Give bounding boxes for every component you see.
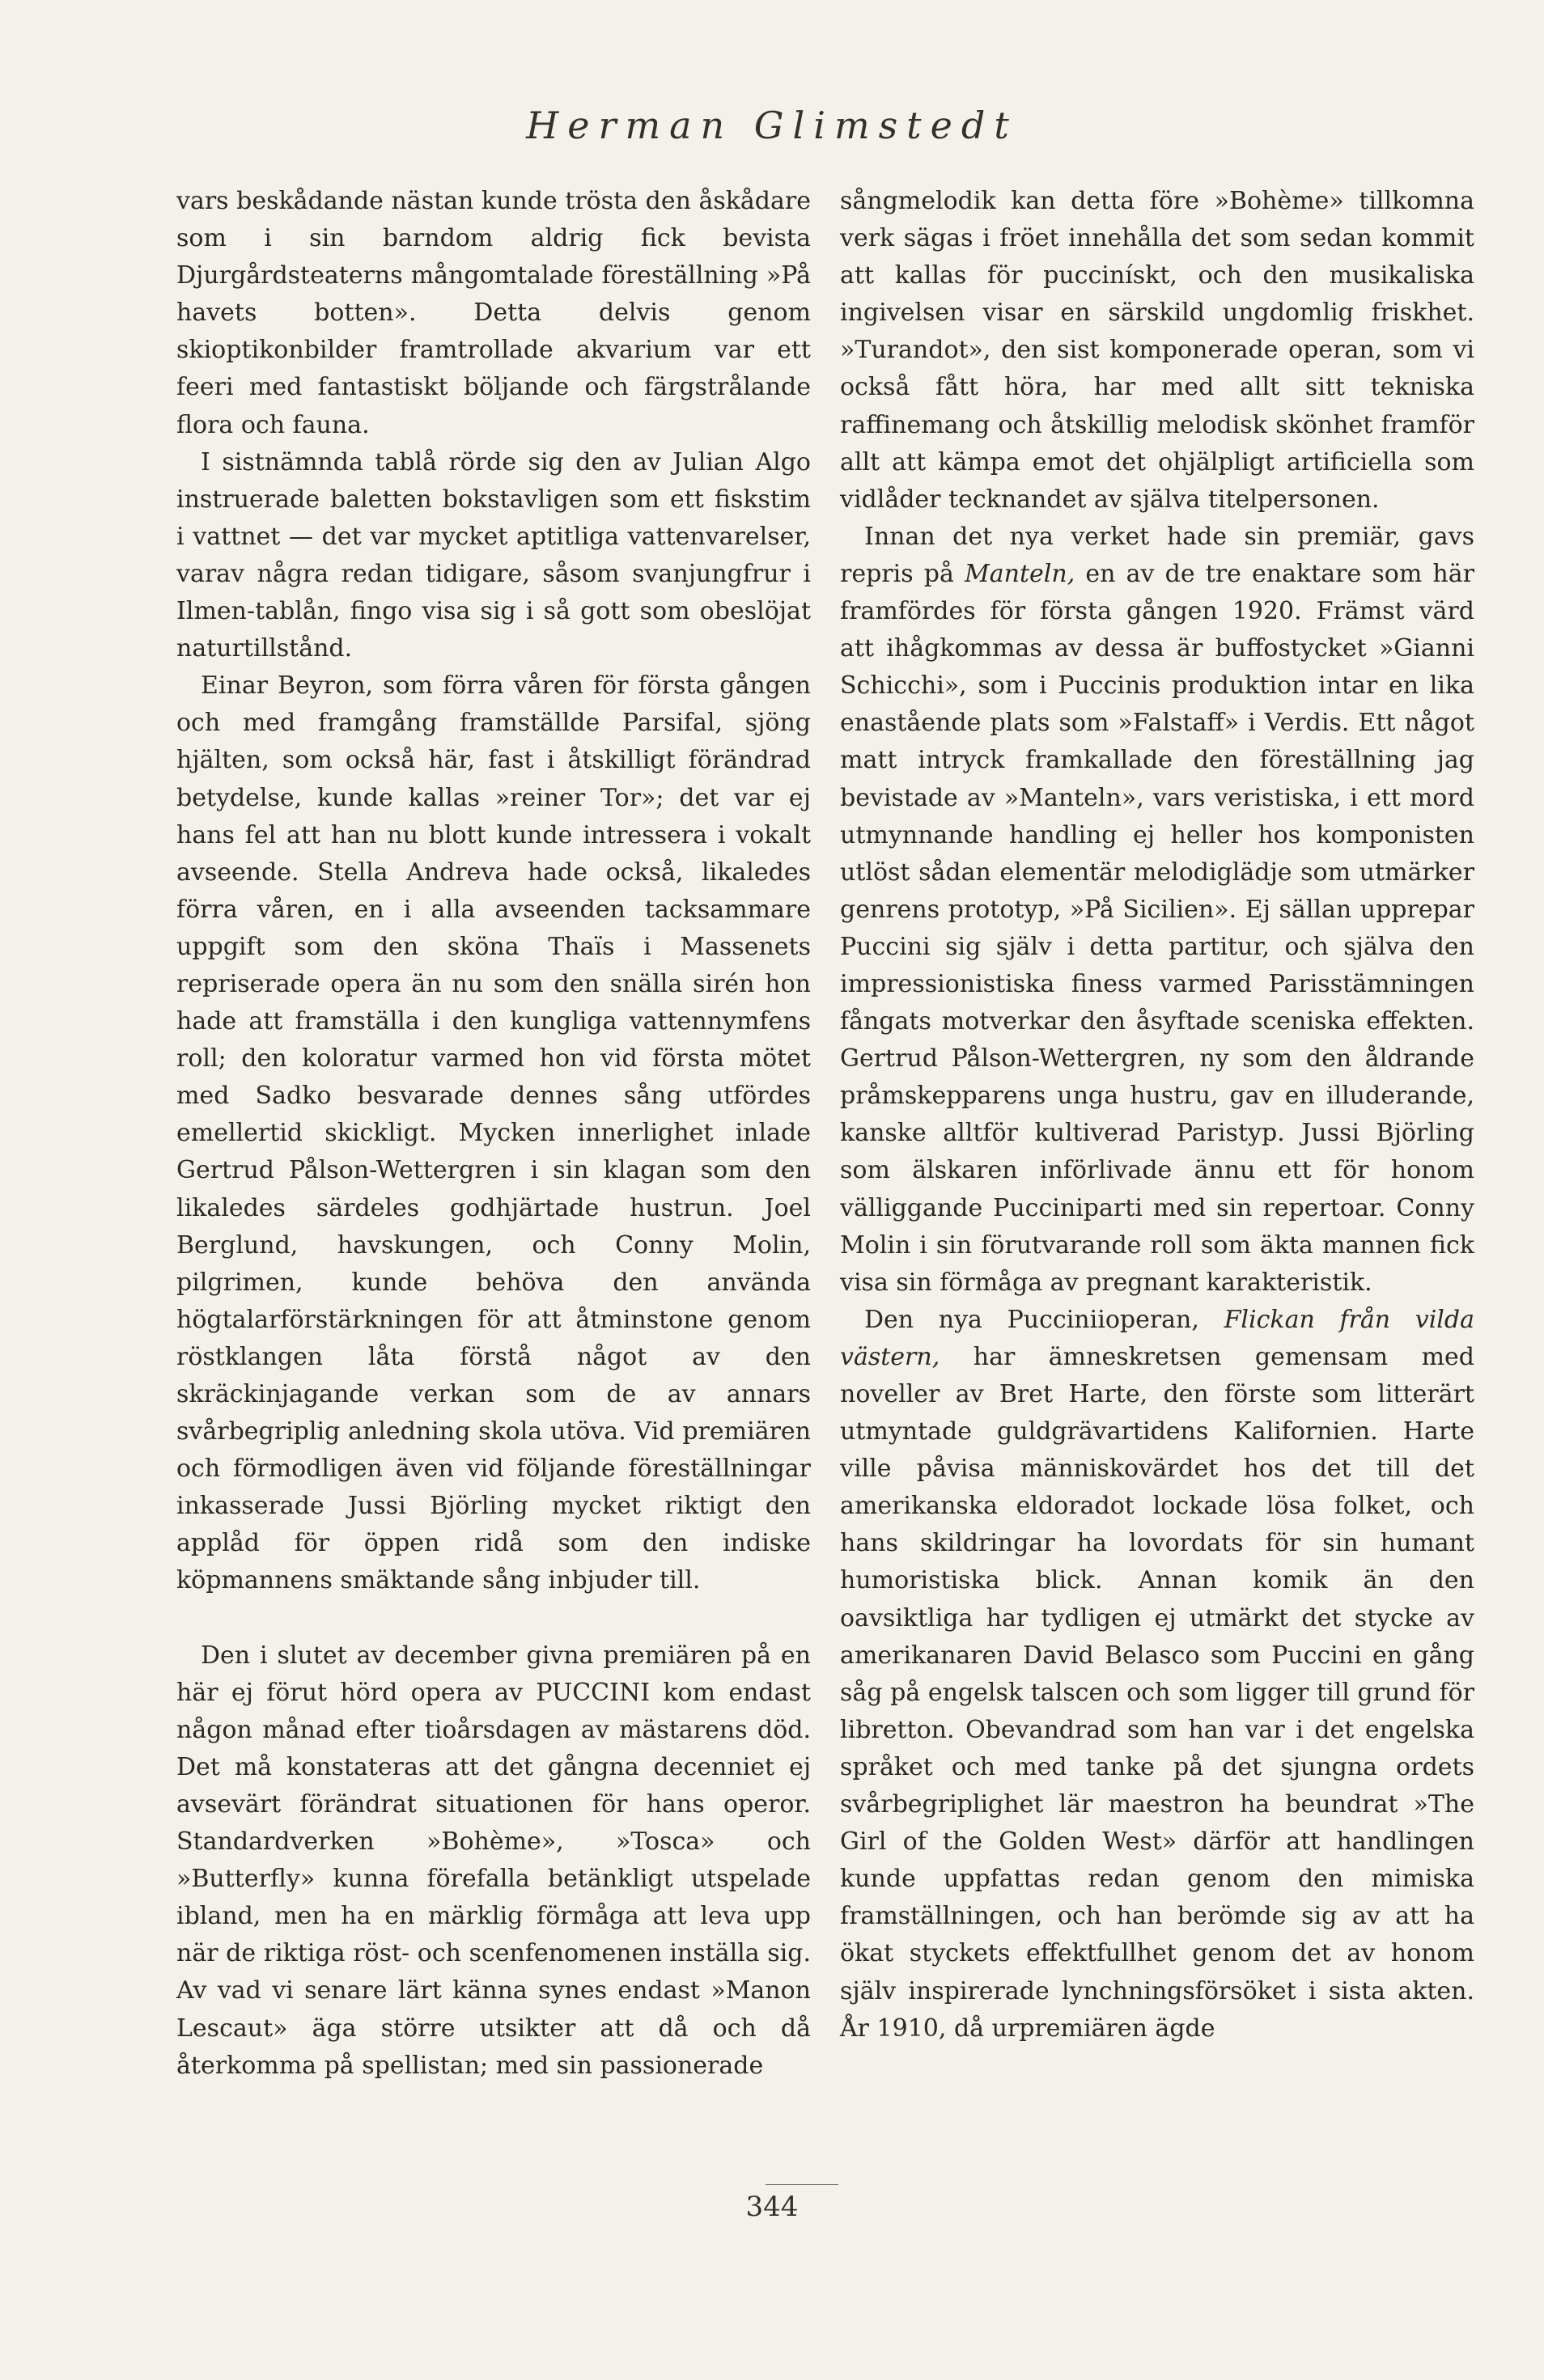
running-head: Herman Glimstedt [526,104,1018,147]
right-column [840,183,1474,2048]
text-run: Den i slutet av december givna premiären på en här ej förut hörd opera av [176,1641,811,1707]
paragraph-manteln [840,519,1474,1302]
paragraph-cast: Einar Beyron, som förra våren för första gången och med framgång framställde Parsifal, sjöng hjälten, som också här, fast i åtskilligt förändrad betydelse, kunde kallas »reiner Tor»; det var ej hans fel att han nu blott kunde intressera i vokalt avseende. Stella Andreva hade också, likaledes förra våren, en i alla avseenden tacksammare uppgift som den sköna Thaïs i Massenets repriserade opera än nu som den snälla sirén hon hade att framställa i den kungliga vattennymfens roll; den koloratur varmed hon vid första mötet med Sadko besvarade dennes sång utfördes emellertid skickligt. Mycken innerlighet inlade Gertrud Pålson-Wettergren i sin klagan som den likaledes särdeles godhjärtade hustrun. Joel Berglund, havskungen, och Conny Molin, pilgrimen, kunde behöva den använda högtalarförstärkningen för att åtminstone genom röstklangen låta förstå något av den skräckinjagande verkan som de av annars svårbegriplig anledning skola utöva. Vid premiären och förmodligen även vid följande föreställningar inkasserade Jussi Björling mycket riktigt den applåd för öppen ridå som den indiske köpmannens smäktande sång inbjuder till. [176,671,811,1595]
text-run: Innan det nya verket hade sin premiär, gavs repris på [840,522,1474,588]
composer-name: PUCCINI [536,1678,651,1707]
text-run: Den nya Pucciniioperan, [864,1305,1199,1334]
text-run: en av de tre enaktare som här framfördes för första gången 1920. Främst värd att ihågkommas av dessa är buffostycket »Gianni Schicchi», som i Puccinis produktion intar en lika enastående plats som »Falstaff» i Verdis. Ett något matt intryck framkallade den föreställning jag bevistade av »Manteln», vars veristiska, i ett mord utmynnande handling ej heller hos komponisten utlöst sådan elementär melodiglädje som utmärker genrens prototyp, »På Sicilien». Ej sällan upprepar Puccini sig själv i detta partitur, och själva den impressionistiska finess varmed Parisstämningen fångats motverkar den åsyftade sceniska effekten. Gertrud Pålson-Wettergren, ny som den åldrande pråmskepparens unga hustru, gav en illuderande, kanske alltför kultiverad Paristyp. Jussi Björling som älskaren införlivade ännu ett för honom välliggande Pucciniparti med sin repertoar. Conny Molin i sin förutvarande roll som äkta mannen fick visa sin förmåga av pregnant karakteristik. [840,559,1474,1297]
paragraph-melodik: sångmelodik kan detta före »Bohème» tillkomna verk sägas i fröet innehålla det som sedan kommit att kallas för puccinískt, och den musikaliska ingivelsen visar en särskild ungdomlig friskhet. »Turandot», den sist komponerade operan, som vi också fått höra, har med allt sitt tekniska raffinemang och åtskillig melodisk skönhet framför allt att kämpa emot det ohjälpligt artificiella som vidlåder tecknandet av själva titelpersonen. [840,187,1474,514]
opera-title: Manteln, [965,559,1075,588]
left-column [176,183,811,2085]
page-number: 344 [745,2191,799,2223]
paragraph-ballet: I sistnämnda tablå rörde sig den av Julian Algo instruerade baletten bokstavligen som ett fiskstim i vattnet — det var mycket aptitliga vattenvarelser, varav några redan tidigare, såsom svanjungfrur i Ilmen-tablån, fingo visa sig i så gott som obeslöjat naturtillstånd. [176,447,811,663]
paragraph-continuation: vars beskådande nästan kunde trösta den åskådare som i sin barndom aldrig fick bevista Djurgårdsteaterns mångomtalade föreställning »På havets botten». Detta delvis genom skioptikonbilder framtrollade akvarium var ett feeri med fantastiskt böljande och färgstrålande flora och fauna. [176,187,811,439]
folio-rule [766,2184,838,2185]
paragraph-puccini-premiere [176,1637,811,2085]
text-run: har ämneskretsen gemensam med noveller av Bret Harte, den förste som litterärt utmyntade guldgrävartidens Kalifornien. Harte ville påvisa människovärdet hos det till det amerikanska eldoradot lockade lösa folket, och hans skildringar ha lovordats för sin humant humoristiska blick. Annan komik än den oavsiktliga har tydligen ej utmärkt det stycke av amerikanaren David Belasco som Puccini en gång såg på engelsk talscen och som ligger till grund för libretton. Obevandrad som han var i det engelska språket och med tanke på det sjungna ordets svårbegriplighet lär maestron ha beundrat »The Girl of the Golden West» därför att handlingen kunde uppfattas redan genom den mimiska framställningen, och han berömde sig av att ha ökat styckets effektfullhet genom det av honom själv inspirerade lynchningsförsöket i sista akten. År 1910, då urpremiären ägde [840,1342,1474,2043]
opera-title: Flickan från vilda västern, [840,1305,1474,1371]
text-run: kom endast någon månad efter tioårsdagen av mästarens död. Det må konstateras att det gångna decenniet ej avsevärt förändrat situationen för hans operor. Standardverken »Bohème», »Tosca» och »Butterfly» kunna förefalla betänkligt utspelade ibland, men ha en märklig förmåga att leva upp när de riktiga röst- och scenfenomenen inställa sig. Av vad vi senare lärt känna synes endast »Manon Lescaut» äga större utsikter att då och då återkomma på spellistan; med sin passionerade [176,1678,811,2080]
paragraph-flickan [840,1302,1474,2048]
